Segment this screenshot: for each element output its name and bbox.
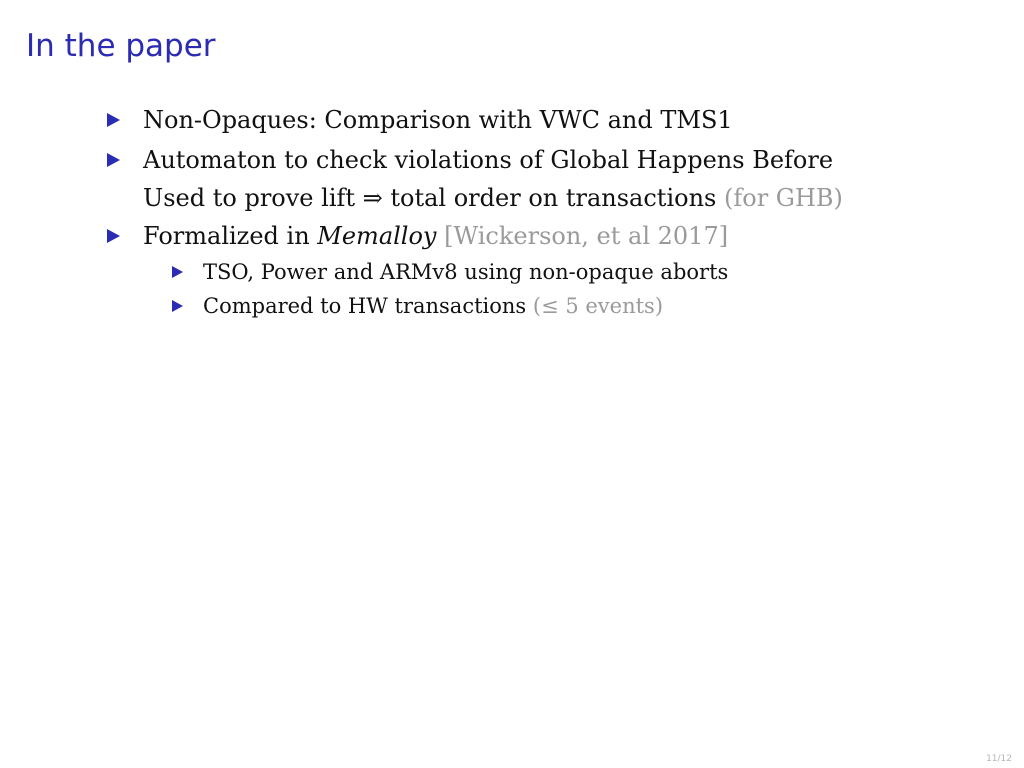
bullet-item-2-text: Automaton to check violations of Global Happens Before	[143, 146, 834, 174]
bullet-item-3	[143, 221, 728, 251]
sub-bullet-item-1-text: TSO, Power and ARMv8 using non-opaque aborts	[203, 260, 729, 284]
bullet-triangle-icon	[107, 229, 120, 243]
bullet-triangle-icon	[107, 113, 120, 127]
bullet-item-3-citation: [Wickerson, et al 2017]	[444, 222, 729, 250]
sub-bullet-item-1	[203, 259, 728, 285]
sub-bullet-triangle-icon	[172, 300, 183, 312]
slide-title: In the paper	[26, 28, 216, 64]
bullet-item-2	[143, 145, 833, 175]
bullet-item-2-note: (for GHB)	[724, 184, 843, 212]
bullet-item-2-continuation	[143, 183, 843, 213]
sub-bullet-item-2-text: Compared to HW transactions	[203, 294, 527, 318]
bullet-triangle-icon	[107, 153, 120, 167]
bullet-item-3-prefix: Formalized in	[143, 222, 318, 250]
bullet-item-2-continuation-text: Used to prove lift ⇒ total order on transactions	[143, 184, 717, 212]
sub-bullet-item-2-note: (≤ 5 events)	[532, 294, 664, 318]
sub-bullet-triangle-icon	[172, 266, 183, 278]
bullet-item-3-emphasis: Memalloy	[317, 222, 437, 250]
page-number: 11/12	[986, 754, 1012, 764]
sub-bullet-item-2	[203, 293, 663, 319]
bullet-item-1-text: Non-Opaques: Comparison with VWC and TMS1	[143, 106, 733, 134]
bullet-item-1	[143, 105, 733, 135]
